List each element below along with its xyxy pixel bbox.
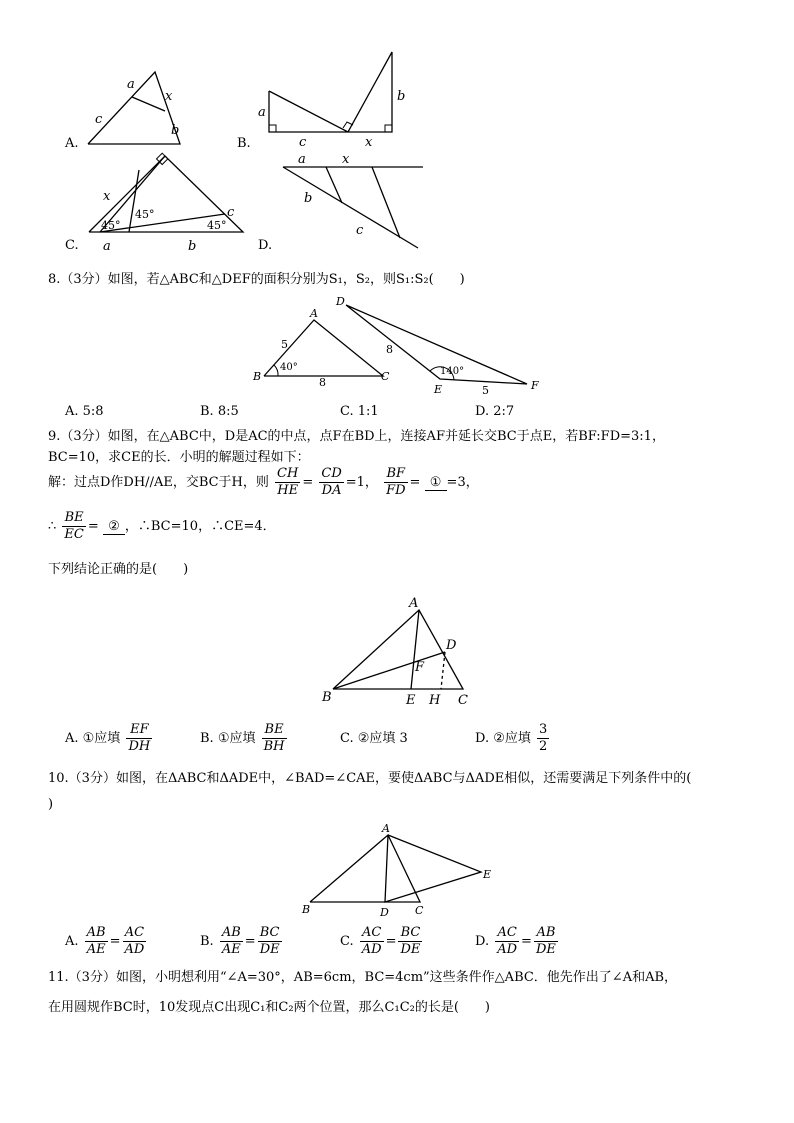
side-5b: 5 (482, 384, 489, 397)
q10-figure (298, 820, 498, 920)
fraction-ef-dh: $\frac{EF}{DH}$ (128, 722, 151, 754)
q10-option-c[interactable]: C. $\frac{AC}{AD}$ = $\frac{BC}{DE}$ (340, 925, 421, 957)
label-C: C (458, 693, 468, 708)
side-8: 8 (319, 376, 326, 389)
q7-option-c: C. (65, 238, 79, 253)
label-B: B (322, 690, 332, 705)
q9-option-a[interactable]: A. ①应填 $\frac{EF}{DH}$ (65, 722, 151, 754)
fraction-ch-he: $\frac{CH}{HE}$ (277, 466, 299, 498)
q7-option-b: B. (237, 136, 251, 151)
side-8b: 8 (386, 343, 393, 356)
q9-solution-line2: ∴ $\frac{BE}{EC}$ = ② ，∴BC=10，∴CE=4． (48, 510, 276, 542)
angle-45-3: 45° (207, 219, 227, 232)
q10-option-a[interactable]: A. $\frac{AB}{AE}$ = $\frac{AC}{AD}$ (65, 925, 145, 957)
label-x: x (365, 135, 373, 148)
therefore-symbol: ∴ (48, 519, 57, 534)
q8-option-d[interactable]: D. 2:7 (475, 404, 515, 419)
label-b: b (397, 89, 406, 104)
q9-option-d[interactable]: D. ②应填 $\frac{3}{2}$ (475, 722, 548, 754)
label-x: x (165, 89, 173, 104)
q9-figure (318, 594, 478, 709)
label-A: A (382, 822, 390, 835)
label-b: b (171, 123, 180, 138)
fraction-cd-da: $\frac{CD}{DA}$ (321, 466, 342, 498)
q8-option-c[interactable]: C. 1:1 (340, 404, 379, 419)
label-x: x (342, 152, 350, 167)
q7-option-d: D. (258, 238, 273, 253)
label-a: a (258, 105, 266, 120)
label-D: D (380, 906, 389, 919)
q9-question: 下列结论正确的是( ) (48, 562, 189, 577)
fraction-3-2: $\frac{3}{2}$ (539, 722, 548, 754)
q9-option-b[interactable]: B. ①应填 $\frac{BE}{BH}$ (200, 722, 285, 754)
q7-figure-d (278, 150, 428, 252)
q11-stem-line1: 11.（3分）如图，小明想利用“∠A=30°，AB=6cm，BC=4cm”这些条件作△ABC．他先作出了∠A和AB， (48, 970, 678, 985)
label-D: D (336, 295, 345, 308)
label-b: b (188, 239, 197, 254)
label-a: a (298, 152, 306, 167)
label-C: C (381, 370, 390, 383)
label-D: D (446, 638, 457, 653)
q8-option-a[interactable]: A. 5:8 (65, 404, 104, 419)
q8-figure (250, 295, 545, 400)
label-a: a (103, 239, 111, 254)
equals-3: =3， (446, 475, 479, 490)
label-B: B (302, 903, 311, 916)
label-a: a (127, 77, 135, 92)
label-B: B (253, 370, 262, 383)
label-c: c (299, 135, 307, 148)
label-A: A (310, 307, 318, 320)
label-E: E (483, 868, 492, 881)
angle-140: 140° (440, 366, 465, 377)
label-c: c (95, 112, 103, 127)
fraction-be-ec: $\frac{BE}{EC}$ (64, 510, 84, 542)
q10-stem-line2: ) (48, 797, 54, 812)
angle-40: 40° (280, 362, 298, 373)
solution-tail: ，∴BC=10，∴CE=4． (124, 519, 276, 534)
q10-option-d[interactable]: D. $\frac{AC}{AD}$ = $\frac{AB}{DE}$ (475, 925, 556, 957)
equals-1: =1， (345, 475, 378, 490)
solution-prefix: 解：过点D作DH//AE，交BC于H，则 (48, 475, 269, 490)
fraction-bf-fd: $\frac{BF}{FD}$ (386, 466, 406, 498)
side-5: 5 (281, 338, 288, 351)
q8-option-b[interactable]: B. 8:5 (200, 404, 239, 419)
q7-figure-c (85, 150, 250, 254)
angle-45-1: 45° (101, 219, 121, 232)
q7-figure-a (85, 68, 195, 150)
label-c: c (356, 223, 364, 238)
label-c: c (227, 205, 235, 220)
q7-figure-b (255, 48, 415, 148)
label-F: F (531, 379, 539, 392)
angle-45-2: 45° (135, 208, 155, 221)
q10-stem-line1: 10.（3分）如图，在ΔABC和ΔADE中，∠BAD=∠CAE，要使ΔABC与ΔADE相似，还需要满足下列条件中的( (48, 771, 692, 786)
q9-option-c[interactable]: C. ②应填 3 (340, 731, 408, 746)
blank-2: ② (103, 519, 125, 535)
q9-solution-line1: 解：过点D作DH//AE，交BC于H，则 $\frac{CH}{HE}$ = $\frac{CD}{DA}$ =1， $\frac{BF}{FD}$ = ① =3， (48, 466, 479, 498)
label-C: C (415, 904, 424, 917)
label-b: b (304, 191, 313, 206)
label-A: A (409, 596, 419, 611)
label-F: F (415, 660, 425, 675)
label-E: E (406, 693, 416, 708)
q9-stem-line2: BC=10，求CE的长．小明的解题过程如下： (48, 450, 310, 465)
fraction-be-bh: $\frac{BE}{BH}$ (263, 722, 285, 754)
label-x: x (103, 189, 111, 204)
blank-1: ① (425, 475, 447, 491)
label-E: E (434, 383, 443, 396)
q9-stem-line1: 9.（3分）如图，在△ABC中，D是AC的中点，点F在BD上，连接AF并延长交BC于点E，若BF:FD=3:1， (48, 429, 665, 444)
label-H: H (429, 693, 441, 708)
q7-option-a: A. (65, 136, 79, 151)
q10-option-b[interactable]: B. $\frac{AB}{AE}$ = $\frac{BC}{DE}$ (200, 925, 280, 957)
q11-stem-line2: 在用圆规作BC时，10发现点C出现C₁和C₂两个位置，那么C₁C₂的长是( ) (48, 1000, 491, 1015)
q8-stem: 8.（3分）如图，若△ABC和△DEF的面积分别为S₁，S₂，则S₁:S₂( ) (48, 272, 465, 287)
